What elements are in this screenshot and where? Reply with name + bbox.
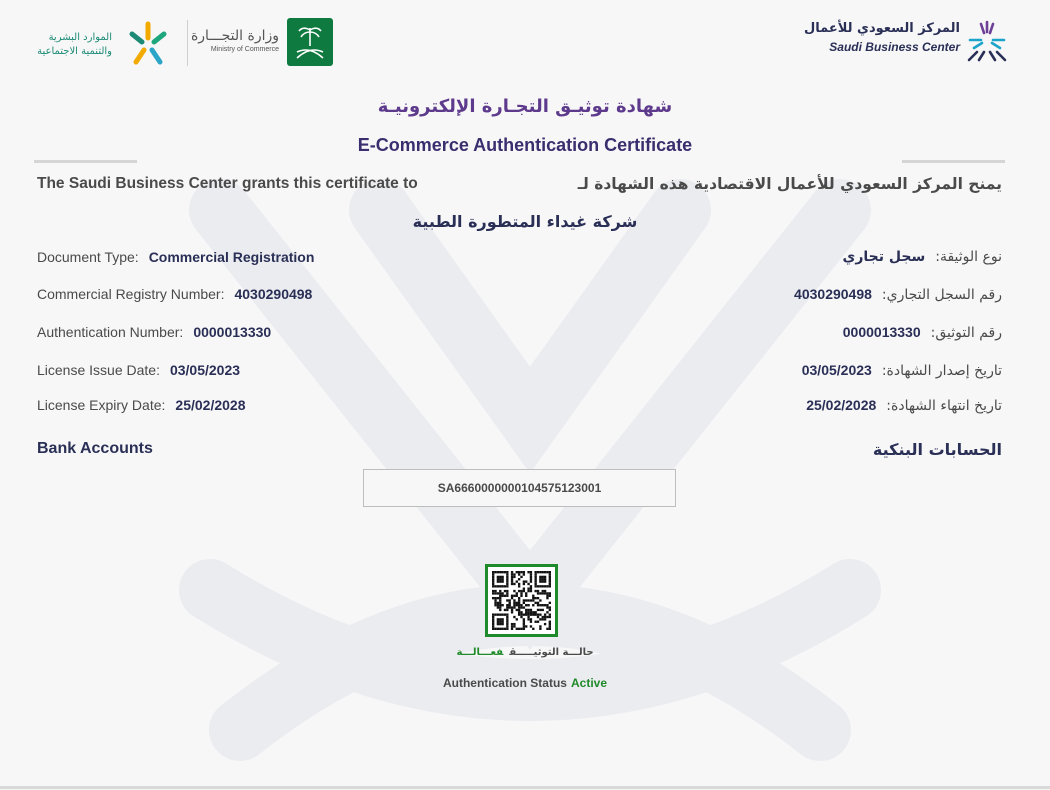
hr-name-line1: الموارد البشرية bbox=[48, 32, 112, 43]
bank-accounts-heading-ar: الحسابات البنكية bbox=[872, 440, 1002, 459]
grant-statement-en: The Saudi Business Center grants this certificate to bbox=[37, 175, 418, 192]
palm-swords-emblem-icon bbox=[287, 18, 333, 66]
sbc-star-logo-icon bbox=[964, 18, 1010, 64]
field-label: تاريخ إصدار الشهادة: bbox=[881, 363, 1002, 379]
field-value: 03/05/2023 bbox=[169, 362, 241, 378]
authentication-status-ar bbox=[0, 647, 1050, 658]
status-label-ar: حالـــة التوثيـــــق bbox=[509, 647, 594, 658]
status-value-en: Active bbox=[570, 676, 608, 690]
field-value: 25/02/2028 bbox=[806, 397, 877, 413]
field-issue-date-ar bbox=[802, 362, 1002, 379]
field-value: 4030290498 bbox=[234, 286, 313, 302]
field-authentication-number-en bbox=[37, 324, 271, 340]
field-registry-number-ar bbox=[794, 286, 1002, 303]
sbc-name-ar: المركز السعودي للأعمال bbox=[804, 21, 960, 36]
field-authentication-number-ar bbox=[843, 324, 1002, 341]
authentication-status-en bbox=[0, 676, 1050, 690]
moc-name-ar: وزارة التجـــارة bbox=[190, 28, 279, 44]
field-value: 4030290498 bbox=[794, 286, 872, 302]
field-expiry-date-en bbox=[37, 397, 245, 413]
field-document-type-en bbox=[37, 249, 314, 265]
divider-left bbox=[34, 160, 137, 163]
grant-statement-ar: يمنح المركز السعودي للأعمال الاقتصادية هذه الشهادة لـ bbox=[577, 175, 1002, 193]
bank-accounts-heading-en: Bank Accounts bbox=[37, 440, 153, 457]
field-issue-date-en bbox=[37, 362, 240, 378]
logo-divider bbox=[187, 20, 188, 66]
certificate-title-en: E-Commerce Authentication Certificate bbox=[357, 135, 693, 155]
field-document-type-ar bbox=[843, 249, 1002, 265]
field-label: Commercial Registry Number: bbox=[37, 286, 225, 302]
field-value: Commercial Registration bbox=[148, 249, 315, 265]
field-label: License Issue Date: bbox=[37, 362, 160, 378]
field-label: Document Type: bbox=[37, 249, 139, 265]
saudi-business-center-logo bbox=[804, 18, 1010, 78]
field-label: رقم السجل التجاري: bbox=[881, 287, 1002, 303]
status-label-en: Authentication Status bbox=[442, 676, 567, 690]
field-label: رقم التوثيق: bbox=[930, 325, 1002, 341]
hr-star-logo-icon bbox=[120, 18, 176, 70]
field-label: Authentication Number: bbox=[37, 324, 184, 340]
status-value-ar: فعـــالـــة bbox=[456, 647, 504, 658]
hr-name-line2: والتنمية الاجتماعية bbox=[37, 46, 112, 57]
field-label: نوع الوثيقة: bbox=[935, 249, 1002, 265]
qr-code[interactable] bbox=[485, 564, 558, 637]
field-expiry-date-ar bbox=[806, 397, 1002, 414]
divider-right bbox=[902, 160, 1005, 163]
field-value: 25/02/2028 bbox=[175, 397, 246, 413]
iban-value: SA6660000000104575123001 bbox=[363, 469, 676, 507]
company-name: شركة غيداء المتطورة الطبية bbox=[412, 212, 638, 231]
field-label: License Expiry Date: bbox=[37, 397, 166, 413]
certificate-title-ar: شهادة توثيـق التجـارة الإلكترونيـة bbox=[377, 96, 673, 117]
qr-code-icon bbox=[492, 571, 551, 630]
field-value: 0000013330 bbox=[842, 324, 921, 340]
field-value: 0000013330 bbox=[193, 324, 272, 340]
field-label: تاريخ انتهاء الشهادة: bbox=[886, 398, 1002, 414]
moc-name-en: Ministry of Commerce bbox=[210, 46, 279, 53]
ministry-of-commerce-logo bbox=[188, 18, 333, 70]
sbc-name-en: Saudi Business Center bbox=[829, 40, 960, 54]
field-registry-number-en bbox=[37, 286, 312, 302]
field-value: سجل تجاري bbox=[842, 249, 926, 265]
hr-social-development-logo bbox=[28, 18, 176, 70]
field-value: 03/05/2023 bbox=[801, 362, 872, 378]
